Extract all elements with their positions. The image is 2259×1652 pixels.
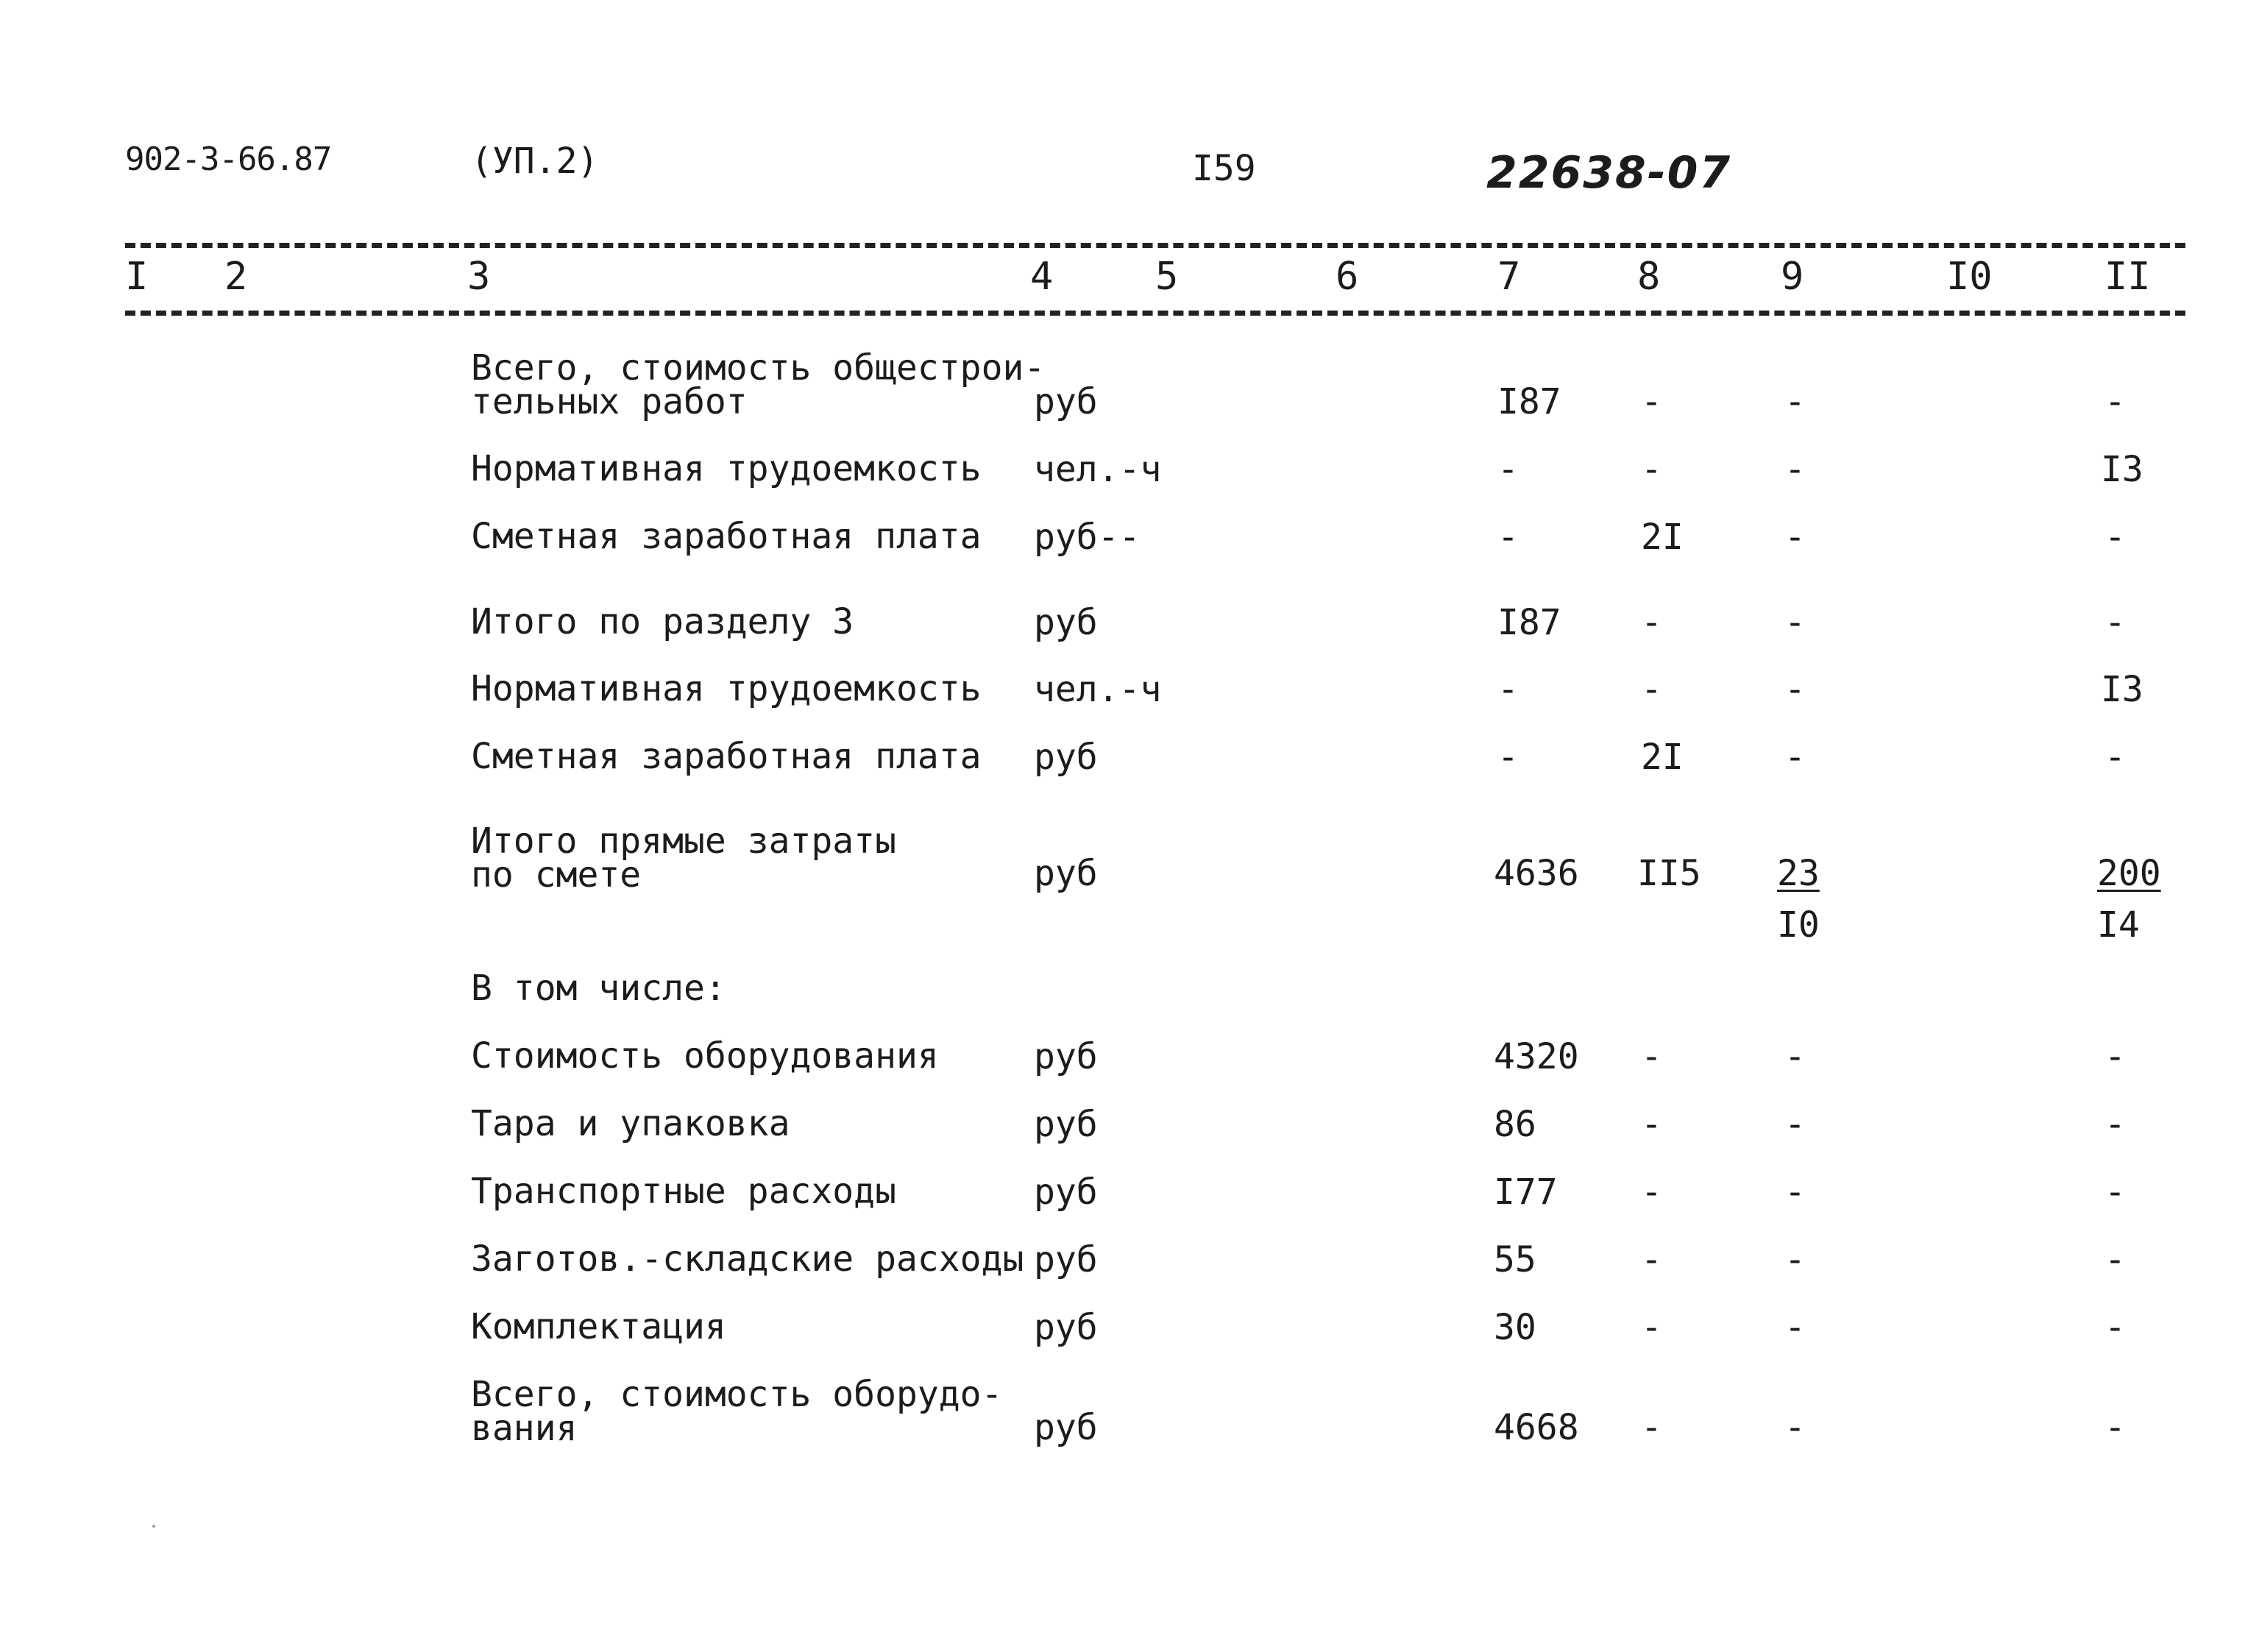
row-label: Сметная заработная плата	[471, 736, 982, 777]
row-col8-value: -	[1641, 1307, 1662, 1348]
row-col11-value: -	[2104, 1036, 2126, 1077]
row-col9-value: -	[1784, 602, 1806, 643]
row-col8-value: -	[1641, 1407, 1662, 1448]
row-col9-value: -	[1784, 1307, 1806, 1348]
row-col11-value: I3	[2101, 449, 2143, 490]
row-label: Комплектация	[471, 1306, 726, 1347]
row-unit: руб	[1034, 1036, 1098, 1077]
column-number-2: 2	[224, 255, 248, 299]
row-label: Тара и упаковка	[471, 1103, 790, 1144]
row-col11-value: -	[2104, 1407, 2126, 1448]
row-col8-value: -	[1641, 449, 1662, 490]
row-col11-subvalue: I4	[2097, 904, 2140, 946]
column-number-8: 8	[1637, 255, 1661, 299]
row-label: Всего, стоимость оборудо- вания	[471, 1374, 1003, 1449]
row-col9-value: -	[1784, 449, 1806, 490]
row-col11-value: -	[2104, 737, 2126, 778]
column-number-9: 9	[1781, 255, 1804, 299]
document-code: 902-3-66.87	[125, 141, 332, 178]
row-col7-value: 55	[1494, 1239, 1536, 1280]
row-label: Всего, стоимость общестрои- тельных работ	[471, 347, 1046, 422]
row-col7-value: -	[1497, 737, 1519, 778]
row-unit: чел.-ч	[1034, 449, 1162, 490]
row-unit: руб	[1034, 1407, 1098, 1448]
row-label: Нормативная трудоемкость	[471, 448, 982, 489]
column-number-10: I0	[1946, 255, 1993, 299]
row-col9-value: -	[1784, 1239, 1806, 1280]
row-unit: руб	[1034, 381, 1098, 422]
row-col7-value: -	[1497, 517, 1519, 558]
row-unit: чел.-ч	[1034, 669, 1162, 710]
bottom-dashed-rule	[125, 311, 2185, 316]
row-label: Нормативная трудоемкость	[471, 668, 982, 709]
row-unit: руб	[1034, 737, 1098, 778]
row-col8-value: -	[1641, 381, 1662, 422]
album-reference: (УП.2)	[471, 141, 599, 182]
column-number-11: II	[2104, 255, 2151, 299]
row-col7-value: 86	[1494, 1104, 1536, 1145]
row-col9-subvalue: I0	[1777, 904, 1820, 946]
row-col9-value: -	[1784, 1104, 1806, 1145]
row-label: Сметная заработная плата	[471, 516, 982, 557]
row-col9-value: -	[1784, 737, 1806, 778]
row-col7-value: I87	[1497, 381, 1561, 422]
row-col8-value: -	[1641, 1104, 1662, 1145]
row-col8-value: 2I	[1641, 737, 1684, 778]
row-label: Итого прямые затраты по смете	[471, 820, 896, 896]
row-col7-value: I87	[1497, 602, 1561, 643]
row-col9-value: -	[1784, 517, 1806, 558]
row-unit: руб	[1034, 1239, 1098, 1280]
column-number-3: 3	[467, 255, 491, 299]
row-label: Итого по разделу 3	[471, 601, 854, 642]
row-col7-value: I77	[1494, 1171, 1558, 1213]
row-col9-value: 23	[1777, 853, 1820, 894]
row-col8-value: -	[1641, 669, 1662, 710]
row-col7-value: -	[1497, 669, 1519, 710]
row-unit: руб	[1034, 1104, 1098, 1145]
column-number-4: 4	[1030, 255, 1054, 299]
row-unit: руб--	[1034, 517, 1141, 558]
row-label: Транспортные расходы	[471, 1171, 896, 1212]
column-number-7: 7	[1497, 255, 1521, 299]
row-col11-value: -	[2104, 1307, 2126, 1348]
row-label: Заготов.-складские расходы	[471, 1238, 1024, 1280]
row-col11-value: -	[2104, 1239, 2126, 1280]
row-col7-value: 30	[1494, 1307, 1536, 1348]
page-number: I59	[1192, 148, 1256, 189]
row-col7-value: 4636	[1494, 853, 1579, 894]
row-col9-value: -	[1784, 669, 1806, 710]
row-col11-value: -	[2104, 1171, 2126, 1213]
row-col9-value: -	[1784, 1036, 1806, 1077]
row-col9-value: -	[1784, 1407, 1806, 1448]
scan-speck	[152, 1525, 155, 1528]
row-col8-value: 2I	[1641, 517, 1684, 558]
row-unit: руб	[1034, 853, 1098, 894]
column-number-1: I	[125, 255, 149, 299]
top-dashed-rule	[125, 243, 2185, 248]
row-unit: руб	[1034, 602, 1098, 643]
column-number-5: 5	[1155, 255, 1179, 299]
column-number-6: 6	[1336, 255, 1359, 299]
subsection-label: В том числе:	[471, 968, 726, 1009]
row-unit: руб	[1034, 1307, 1098, 1348]
archive-number: 22638-07	[1486, 147, 1732, 199]
row-unit: руб	[1034, 1171, 1098, 1213]
row-col8-value: II5	[1637, 853, 1701, 894]
row-col11-value: -	[2104, 517, 2126, 558]
row-col11-value: I3	[2101, 669, 2143, 710]
row-col7-value: 4320	[1494, 1036, 1579, 1077]
row-col8-value: -	[1641, 602, 1662, 643]
row-col11-value: -	[2104, 1104, 2126, 1145]
row-col9-value: -	[1784, 1171, 1806, 1213]
row-col9-value: -	[1784, 381, 1806, 422]
row-col8-value: -	[1641, 1171, 1662, 1213]
row-col7-value: 4668	[1494, 1407, 1579, 1448]
row-col11-value: -	[2104, 381, 2126, 422]
row-label: Стоимость оборудования	[471, 1035, 939, 1077]
row-col8-value: -	[1641, 1036, 1662, 1077]
row-col11-value: -	[2104, 602, 2126, 643]
row-col11-value: 200	[2097, 853, 2161, 894]
row-col7-value: -	[1497, 449, 1519, 490]
row-col8-value: -	[1641, 1239, 1662, 1280]
